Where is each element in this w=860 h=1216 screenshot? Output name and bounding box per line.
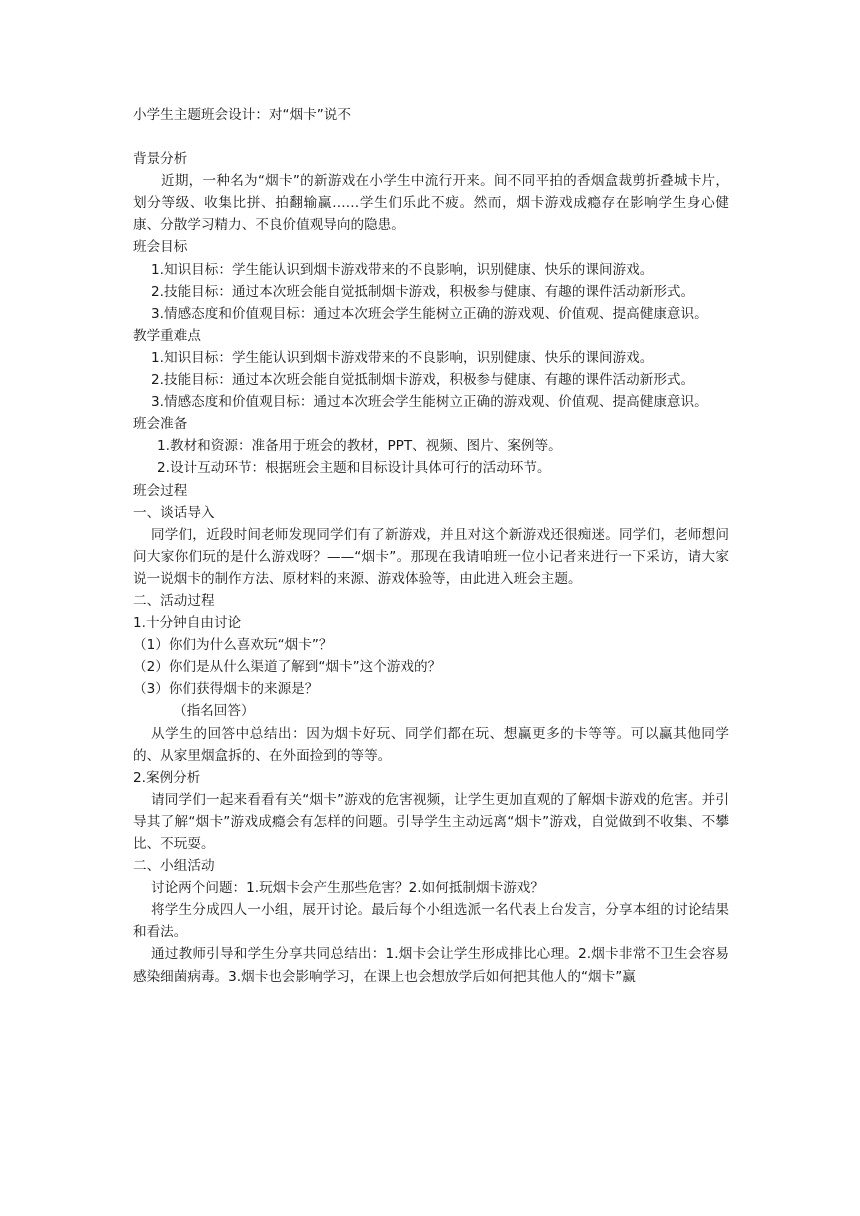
prep-item-2: 2.设计互动环节：根据班会主题和目标设计具体可行的活动环节。 xyxy=(157,460,551,477)
blank-line xyxy=(133,126,729,148)
heading-key-points: 教学重难点 xyxy=(133,327,201,344)
paragraph-group-3: 通过教师引导和学生分享共同总结出：1.烟卡会让学生形成排比心理。2.烟卡非常不卫生会容易感染细菌病毒。3.烟卡也会影响学习，在课上也会想放学后如何把其他人的“烟卡”赢 xyxy=(133,946,729,985)
heading-preparation: 班会准备 xyxy=(133,416,188,433)
heading-activity: 二、活动过程 xyxy=(133,592,215,609)
heading-case-analysis: 2.案例分析 xyxy=(133,769,201,786)
answer-note: （指名回答） xyxy=(173,703,255,720)
doc-title: 小学生主题班会设计：对“烟卡”说不 xyxy=(133,107,351,123)
key-item-1: 1.知识目标：学生能认识到烟卡游戏带来的不良影响，识别健康、快乐的课间游戏。 xyxy=(151,349,654,366)
heading-goals: 班会目标 xyxy=(133,239,188,256)
document-body xyxy=(133,104,729,988)
paragraph-group-1: 讨论两个问题：1.玩烟卡会产生那些危害？2.如何抵制烟卡游戏？ xyxy=(151,880,544,897)
question-1: （1）你们为什么喜欢玩“烟卡”？ xyxy=(133,637,333,654)
paragraph-background: 近期，一种名为“烟卡”的新游戏在小学生中流行开来。间不同平拍的香烟盒裁剪折叠城卡片，划分等级、收集比拼、拍翻输赢……学生们乐此不疲。然而，烟卡游戏成瘾存在影响学生身心健康、分散学习精力、不良价值观导向的隐患。 xyxy=(133,173,729,234)
paragraph-summary: 从学生的回答中总结出：因为烟卡好玩、同学们都在玩、想赢更多的卡等等。可以赢其他同学的、从家里烟盒拆的、在外面捡到的等等。 xyxy=(133,725,729,764)
paragraph-case-analysis: 请同学们一起来看看有关“烟卡”游戏的危害视频，让学生更加直观的了解烟卡游戏的危害。并引导其了解“烟卡”游戏成瘾会有怎样的问题。引导学生主动远离“烟卡”游戏，自觉做到不收集、不攀比、不玩耍。 xyxy=(133,791,729,852)
paragraph-intro: 同学们，近段时间老师发现同学们有了新游戏，并且对这个新游戏还很痴迷。同学们，老师想问问大家你们玩的是什么游戏呀？——“烟卡”。那现在我请咱班一位小记者来进行一下采访，请大家说一说烟卡的制作方法、原材料的来源、游戏体验等，由此进入班会主题。 xyxy=(133,526,729,587)
heading-free-discussion: 1.十分钟自由讨论 xyxy=(133,615,242,632)
heading-group-activity: 二、小组活动 xyxy=(133,858,215,875)
heading-intro: 一、谈话导入 xyxy=(133,504,215,521)
prep-item-1: 1.教材和资源：准备用于班会的教材，PPT、视频、图片、案例等。 xyxy=(157,438,562,455)
goal-item-2: 2.技能目标：通过本次班会能自觉抵制烟卡游戏，积极参与健康、有趣的课件活动新形式。 xyxy=(151,283,695,300)
goal-item-3: 3.情感态度和价值观目标：通过本次班会学生能树立正确的游戏观、价值观、提高健康意识。 xyxy=(151,305,708,322)
heading-background: 背景分析 xyxy=(133,151,188,168)
goal-item-1: 1.知识目标：学生能认识到烟卡游戏带来的不良影响，识别健康、快乐的课间游戏。 xyxy=(151,261,654,278)
key-item-2: 2.技能目标：通过本次班会能自觉抵制烟卡游戏，积极参与健康、有趣的课件活动新形式。 xyxy=(151,372,695,389)
paragraph-group-2: 将学生分成四人一小组，展开讨论。最后每个小组选派一名代表上台发言，分享本组的讨论结果和看法。 xyxy=(133,902,729,941)
heading-process: 班会过程 xyxy=(133,482,188,499)
question-3: （3）你们获得烟卡的来源是？ xyxy=(133,681,319,698)
key-item-3: 3.情感态度和价值观目标：通过本次班会学生能树立正确的游戏观、价值观、提高健康意识。 xyxy=(151,394,708,411)
question-2: （2）你们是从什么渠道了解到“烟卡”这个游戏的？ xyxy=(133,659,442,676)
